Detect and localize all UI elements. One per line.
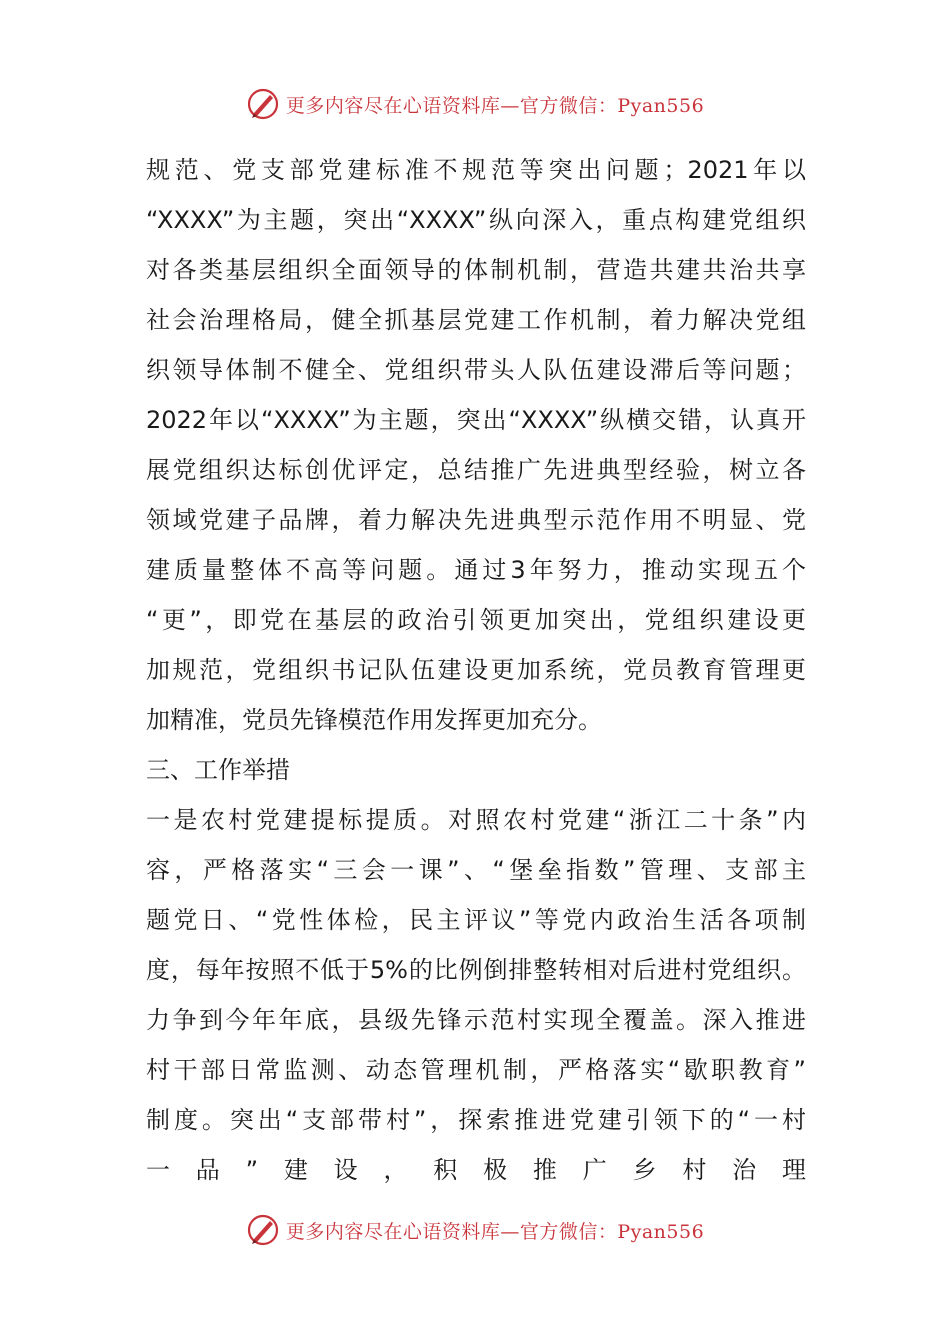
- body-line: 2022年以“XXXX”为主题，突出“XXXX”纵横交错，认真开: [146, 406, 806, 434]
- section-heading: 三、工作举措: [146, 756, 290, 784]
- banner-dash: —: [500, 1220, 520, 1243]
- body-line: 度，每年按照不低于5%的比例倒排整转相对后进村党组织。: [146, 956, 806, 984]
- body-line: “更”，即党在基层的政治引领更加突出，党组织建设更: [146, 606, 806, 634]
- body-line: “XXXX”为主题，突出“XXXX”纵向深入，重点构建党组织: [146, 206, 806, 234]
- body-line: 力争到今年年底，县级先锋示范村实现全覆盖。深入推进: [146, 1006, 806, 1034]
- body-line: 制度。突出“支部带村”，探索推进党建引领下的“一村: [146, 1106, 806, 1134]
- banner-wechat: 官方微信：Pyan556: [519, 94, 705, 117]
- body-line: 建质量整体不高等问题。通过3年努力，推动实现五个: [146, 556, 806, 584]
- body-line: 村干部日常监测、动态管理机制，严格落实“歇职教育”: [146, 1056, 806, 1084]
- body-line: 加规范，党组织书记队伍建设更加系统，党员教育管理更: [146, 656, 806, 684]
- body-line: 规范、党支部党建标准不规范等突出问题；2021年以: [146, 156, 806, 184]
- banner-text: [286, 91, 704, 118]
- body-line: 加精准，党员先锋模范作用发挥更加充分。: [146, 706, 602, 734]
- footer-watermark-banner: [0, 1210, 950, 1250]
- body-line: 领域党建子品牌，着力解决先进典型示范作用不明显、党: [146, 506, 806, 534]
- body-line: 对各类基层组织全面领导的体制机制，营造共建共治共享: [146, 256, 806, 284]
- banner-site-name: 更多内容尽在心语资料库: [285, 1220, 501, 1243]
- body-line: 织领导体制不健全、党组织带头人队伍建设滞后等问题；: [146, 356, 806, 384]
- banner-wechat: 官方微信：Pyan556: [519, 1220, 705, 1243]
- body-line: 一是农村党建提标提质。对照农村党建“浙江二十条”内: [146, 806, 806, 834]
- banner-site-name: 更多内容尽在心语资料库: [285, 94, 501, 117]
- body-line: 社会治理格局，健全抓基层党建工作机制，着力解决党组: [146, 306, 806, 334]
- header-watermark-banner: [0, 84, 950, 124]
- banner-dash: —: [500, 94, 520, 117]
- body-line: 展党组织达标创优评定，总结推广先进典型经验，树立各: [146, 456, 806, 484]
- pen-logo-icon: [246, 87, 280, 121]
- document-body: [146, 145, 806, 1195]
- body-line: 题党日、“党性体检，民主评议”等党内政治生活各项制: [146, 906, 806, 934]
- body-line: 一品”建设，积极推广乡村治理: [146, 1156, 806, 1184]
- banner-text: [286, 1217, 704, 1244]
- pen-logo-icon: [246, 1213, 280, 1247]
- body-line: 容，严格落实“三会一课”、“堡垒指数”管理、支部主: [146, 856, 806, 884]
